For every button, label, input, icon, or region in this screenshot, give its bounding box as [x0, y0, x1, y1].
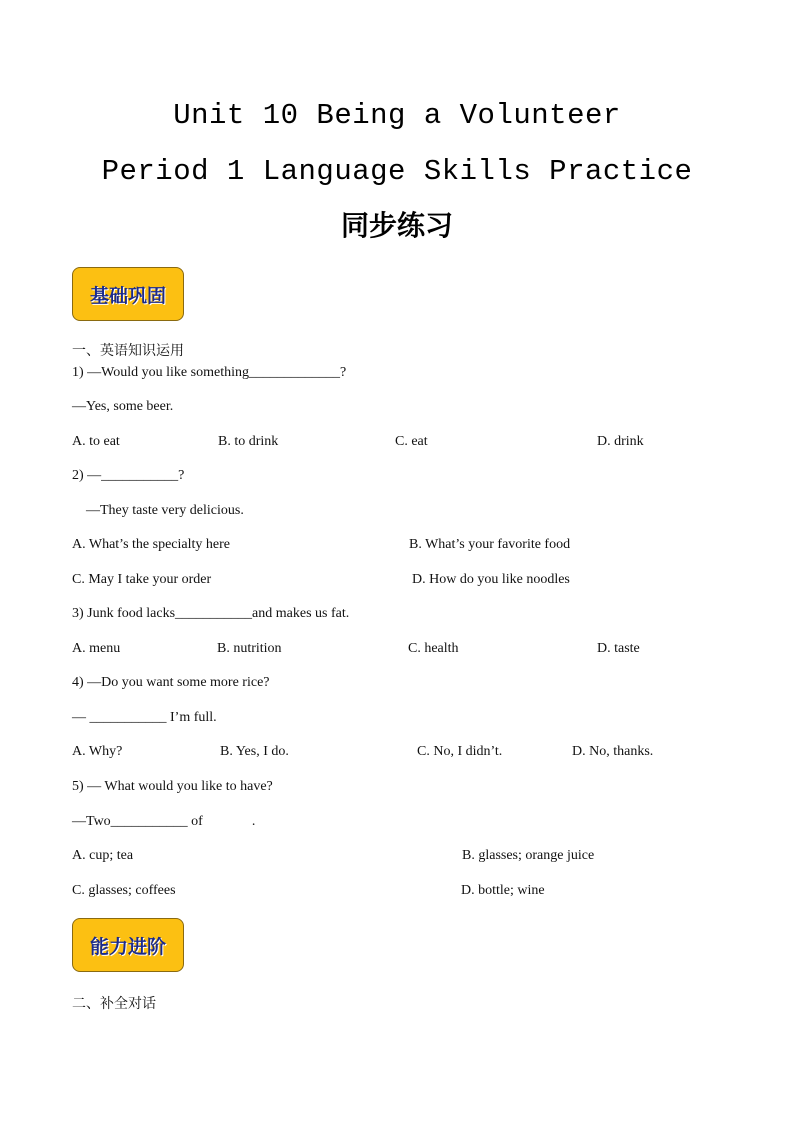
- badge-advanced: 能力进阶: [72, 918, 184, 972]
- page-title-line2: Period 1 Language Skills Practice: [101, 155, 693, 188]
- question-2-reply: —They taste very delicious.: [72, 503, 244, 518]
- question-4-stem: 4) —Do you want some more rice?: [72, 675, 270, 690]
- question-2-option-b: B. What’s your favorite food: [409, 537, 571, 552]
- question-1-reply: —Yes, some beer.: [72, 399, 174, 414]
- page-title-cn: 同步练习: [340, 209, 453, 242]
- question-2-option-a: A. What’s the specialty here: [72, 537, 230, 552]
- badge-basic: 基础巩固: [72, 267, 184, 321]
- question-5-stem: 5) — What would you like to have?: [72, 779, 273, 794]
- question-3-option-c: C. health: [408, 641, 459, 656]
- question-5-option-c: C. glasses; coffees: [72, 883, 176, 898]
- question-2-stem: 2) —___________?: [72, 468, 185, 483]
- question-2-option-d: D. How do you like noodles: [412, 572, 570, 587]
- question-1-option-d: D. drink: [597, 434, 644, 449]
- page-title-line1: Unit 10 Being a Volunteer: [173, 99, 621, 132]
- question-4-reply: — ___________ I’m full.: [72, 710, 217, 725]
- question-3-option-b: B. nutrition: [217, 641, 282, 656]
- question-1-stem: 1) —Would you like something_____________?: [72, 365, 347, 380]
- question-1-option-c: C. eat: [395, 434, 428, 449]
- question-4-option-a: A. Why?: [72, 744, 123, 759]
- section-heading-two: 二、补全对话: [72, 996, 156, 1012]
- question-3-option-d: D. taste: [597, 641, 640, 656]
- question-4-option-c: C. No, I didn’t.: [417, 744, 503, 759]
- question-5-option-d: D. bottle; wine: [461, 883, 545, 898]
- question-4-option-b: B. Yes, I do.: [220, 744, 289, 759]
- question-5-reply: —Two___________ of .: [72, 814, 256, 829]
- question-1-option-a: A. to eat: [72, 434, 120, 449]
- question-4-option-d: D. No, thanks.: [572, 744, 654, 759]
- question-1-option-b: B. to drink: [218, 434, 279, 449]
- question-5-option-a: A. cup; tea: [72, 848, 134, 863]
- question-5-option-b: B. glasses; orange juice: [462, 848, 595, 863]
- question-3-option-a: A. menu: [72, 641, 121, 656]
- question-2-option-c: C. May I take your order: [72, 572, 212, 587]
- section-heading-one: 一、英语知识运用: [72, 343, 184, 359]
- question-3-stem: 3) Junk food lacks___________and makes us fat.: [72, 606, 350, 621]
